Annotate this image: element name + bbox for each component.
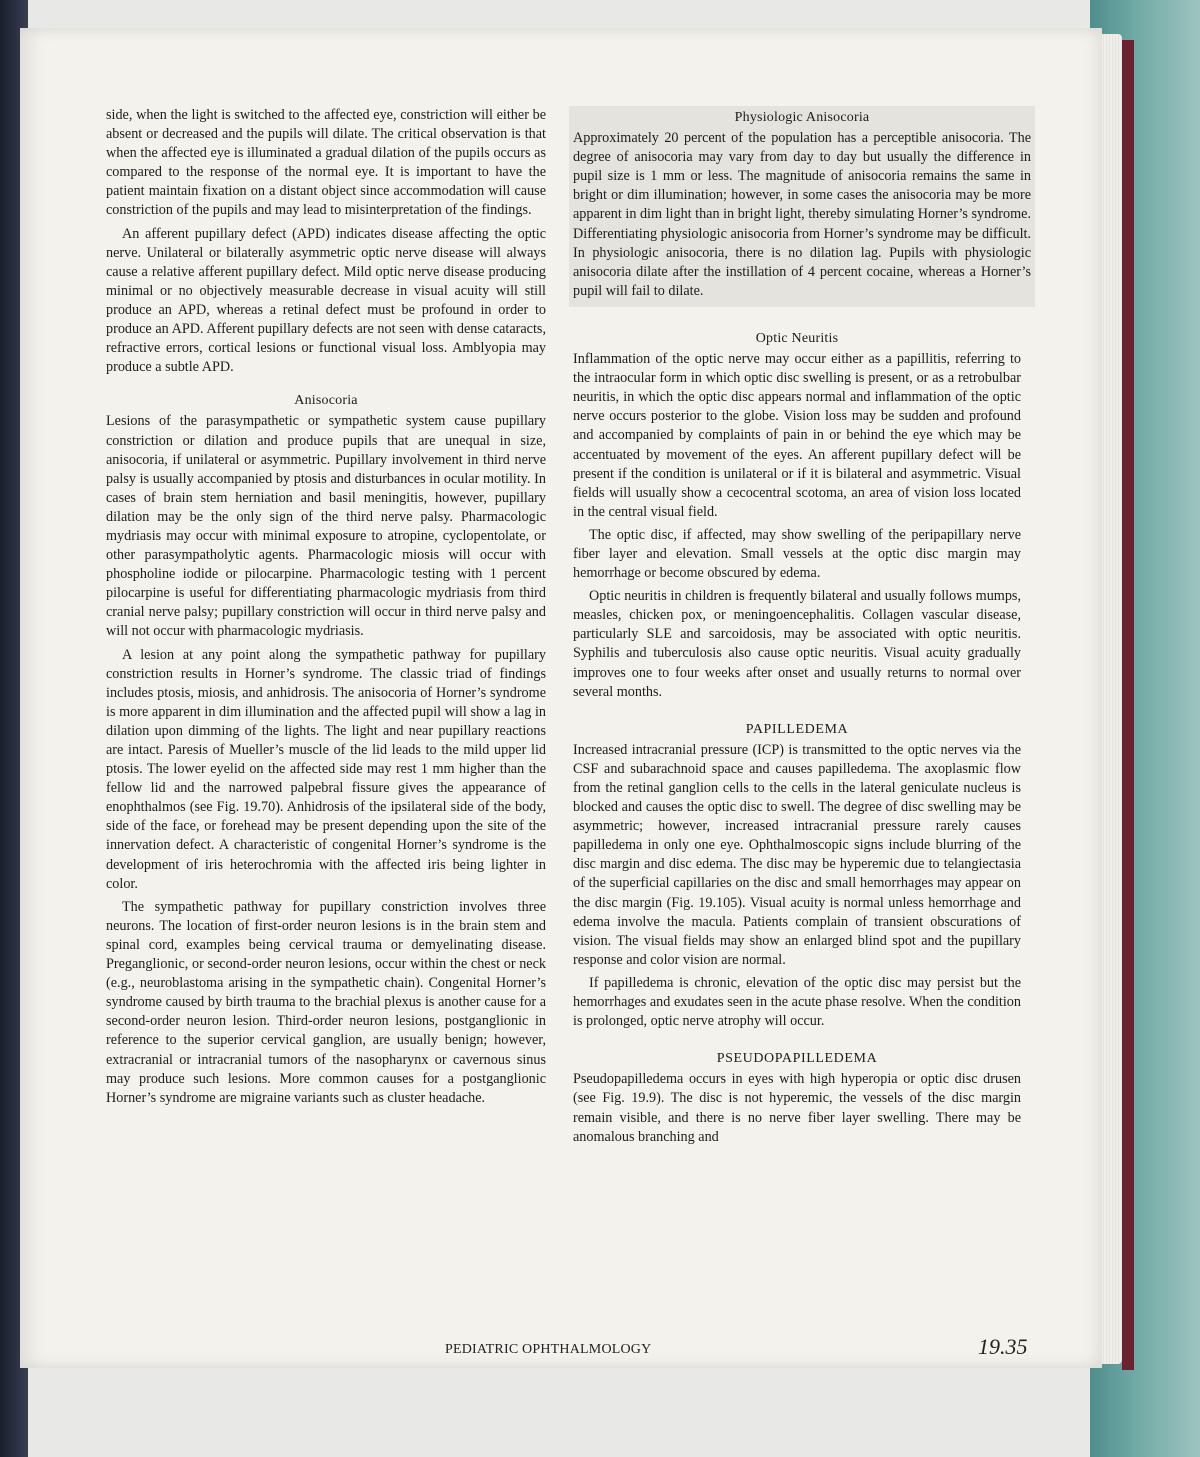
- left-column: [106, 106, 546, 1108]
- paragraph: An afferent pupillary defect (APD) indicates disease affecting the optic nerve. Unilateral or bilaterally asymmetric optic nerve disease will always cause a relative afferent pupillary defect. Mild optic nerve disease producing minimal or no objectively measurable decrease in visual acuity will still produce an APD, whereas a retinal defect must be profound in order to produce an APD. Afferent pupillary defects are not seen with dense cataracts, refractive errors, cortical lesions or functional visual loss. Amblyopia may produce a subtle APD.: [106, 225, 546, 376]
- paragraph: Approximately 20 percent of the population has a perceptible anisocoria. The degree of anisocoria may vary from day to day but usually the difference in pupil size is 1 mm or less. The magnitude of anisocoria remains the same in bright or dim illumination; however, in some cases the anisocoria may be more apparent in dim light than in bright light, thereby simulating Horner’s syndrome. Differentiating physiologic anisocoria from Horner’s syndrome may be difficult. In physiologic anisocoria, there is no dilation lag. Pupils with physiologic anisocoria dilate after the instillation of 4 percent cocaine, whereas a Horner’s pupil will fail to dilate.: [573, 130, 1031, 299]
- paragraph: Lesions of the parasympathetic or sympathetic system cause pupillary constriction or dilation and produce pupils that are unequal in size, anisocoria, if unilateral or asymmetric. Pupillary involvement in third nerve palsy is usually accompanied by ptosis and disturbances in ocular motility. In cases of brain stem herniation and basil meningitis, however, pupillary dilation may be the only sign of the third nerve palsy. Pharmacologic mydriasis may occur with minimal exposure to atropine, cyclopentolate, or other parasympatholytic agents. Pharmacologic miosis will occur with phospholine iodide or pilocarpine. Pharmacologic testing with 1 percent pilocarpine is useful for differentiating pharmacologic mydriasis from third cranial nerve palsy; pupillary constriction will occur in third nerve palsy and will not occur with pharmacologic mydriasis.: [106, 413, 546, 640]
- page-number: 19.35: [978, 1334, 1028, 1359]
- running-head: PEDIATRIC OPHTHALMOLOGY: [445, 1342, 652, 1357]
- paragraph: side, when the light is switched to the affected eye, constriction will either be absent or decreased and the pupils will dilate. The critical observation is that when the affected eye is illuminated a gradual dilation of the pupils occurs as compared to the response of the normal eye. It is important to have the patient maintain fixation on a distant object since accommodation will cause constriction of the pupils and may lead to misinterpretation of the findings.: [106, 107, 546, 219]
- physiologic-anisocoria-box: [569, 106, 1035, 307]
- section-heading-papilledema: PAPILLEDEMA: [745, 721, 849, 737]
- section-heading-physiologic-anisocoria: Physiologic Anisocoria: [734, 110, 870, 125]
- binding-edge: [1122, 40, 1134, 1370]
- paragraph: Pseudopapilledema occurs in eyes with high hyperopia or optic disc drusen (see Fig. 19.9). The disc is not hyperemic, the vessels of the disc margin remain visible, and there is no nerve fiber layer swelling. There may be anomalous branching and: [573, 1071, 1021, 1145]
- paragraph: The sympathetic pathway for pupillary constriction involves three neurons. The location of first-order neuron lesions is in the brain stem and spinal cord, examples being cervical trauma or demyelinating disease. Preganglionic, or second-order neuron lesions, occur within the chest or neck (e.g., neuroblastoma arising in the sympathetic chain). Congenital Horner’s syndrome caused by birth trauma to the brachial plexus is another cause for a second-order neuron lesion. Third-order neuron lesions, postganglionic in reference to the superior cervical ganglion, are usually benign; however, extracranial or intracranial tumors of the nasopharynx or cavernous sinus may produce such lesions. More common causes for a postganglionic Horner’s syndrome are migraine variants such as cluster headache.: [106, 898, 546, 1106]
- paragraph: Optic neuritis in children is frequently bilateral and usually follows mumps, measles, chicken pox, or meningoencephalitis. Collagen vascular disease, particularly SLE and sarcoidosis, may be associated with optic neuritis. Syphilis and tuberculosis also cause optic neuritis. Visual acuity gradually improves one to four weeks after onset and usually returns to normal over several months.: [573, 588, 1021, 700]
- section-heading-optic-neuritis: Optic Neuritis: [755, 330, 839, 346]
- paragraph: A lesion at any point along the sympathetic pathway for pupillary constriction results in Horner’s syndrome. The classic triad of findings includes ptosis, miosis, and anhidrosis. The anisocoria of Horner’s syndrome is more apparent in dim illumination and the affected pupil will show a lag in dilation upon dimming of the lights. The light and near pupillary reactions are intact. Paresis of Mueller’s muscle of the lid leads to the mild upper lid ptosis. The lower eyelid on the affected side may rest 1 mm higher than the fellow lid and the narrowed palpebral fissure gives the appearance of enophthalmos (see Fig. 19.70). Anhidrosis of the ipsilateral side of the body, side of the face, or forehead may be present depending upon the site of the innervation defect. A characteristic of congenital Horner’s syndrome is the development of iris heterochromia with the affected iris being lighter in color.: [106, 646, 546, 892]
- section-heading-pseudopapilledema: PSEUDOPAPILLEDEMA: [716, 1051, 878, 1067]
- paragraph: The optic disc, if affected, may show swelling of the peripapillary nerve fiber layer and elevation. Small vessels at the optic disc margin may hemorrhage or become obscured by edema.: [573, 526, 1021, 582]
- right-column: [573, 106, 1031, 1147]
- section-heading-anisocoria: Anisocoria: [294, 393, 358, 409]
- book-page: [20, 28, 1102, 1368]
- page-footer: [20, 1334, 1102, 1364]
- paragraph: If papilledema is chronic, elevation of the optic disc may persist but the hemorrhages and exudates seen in the acute phase resolve. When the condition is prolonged, optic nerve atrophy will occur.: [573, 974, 1021, 1030]
- paragraph: Increased intracranial pressure (ICP) is transmitted to the optic nerves via the CSF and subarachnoid space and causes papilledema. The axoplasmic flow from the retinal ganglion cells to the cells in the lateral geniculate nucleus is blocked and causes the optic disc to swell. The degree of disc swelling may be asymmetric; however, increased intracranial pressure rarely causes papilledema in only one eye. Ophthalmoscopic signs include blurring of the disc margin and disc edema. The disc may be hyperemic due to telangiectasia of the superficial capillaries on the disc and small hemorrhages may appear on the disc margin (Fig. 19.105). Visual acuity is normal unless hemorrhage and edema involve the macula. Patients complain of transient obscurations of vision. The visual fields may show an enlarged blind spot and the pupillary response and color vision are normal.: [573, 741, 1021, 968]
- paragraph: Inflammation of the optic nerve may occur either as a papillitis, referring to the intraocular form in which optic disc swelling is present, or as a retrobulbar neuritis, in which the optic disc appears normal and inflammation of the optic nerve occurs posterior to the globe. Vision loss may be sudden and profound and accompanied by complaints of pain in or behind the eye which may be accentuated by movement of the eyes. An afferent pupillary defect will be present if the condition is unilateral or if it is bilateral and asymmetric. Visual fields will usually show a cecocentral scotoma, an area of vision loss located in the central visual field.: [573, 351, 1021, 520]
